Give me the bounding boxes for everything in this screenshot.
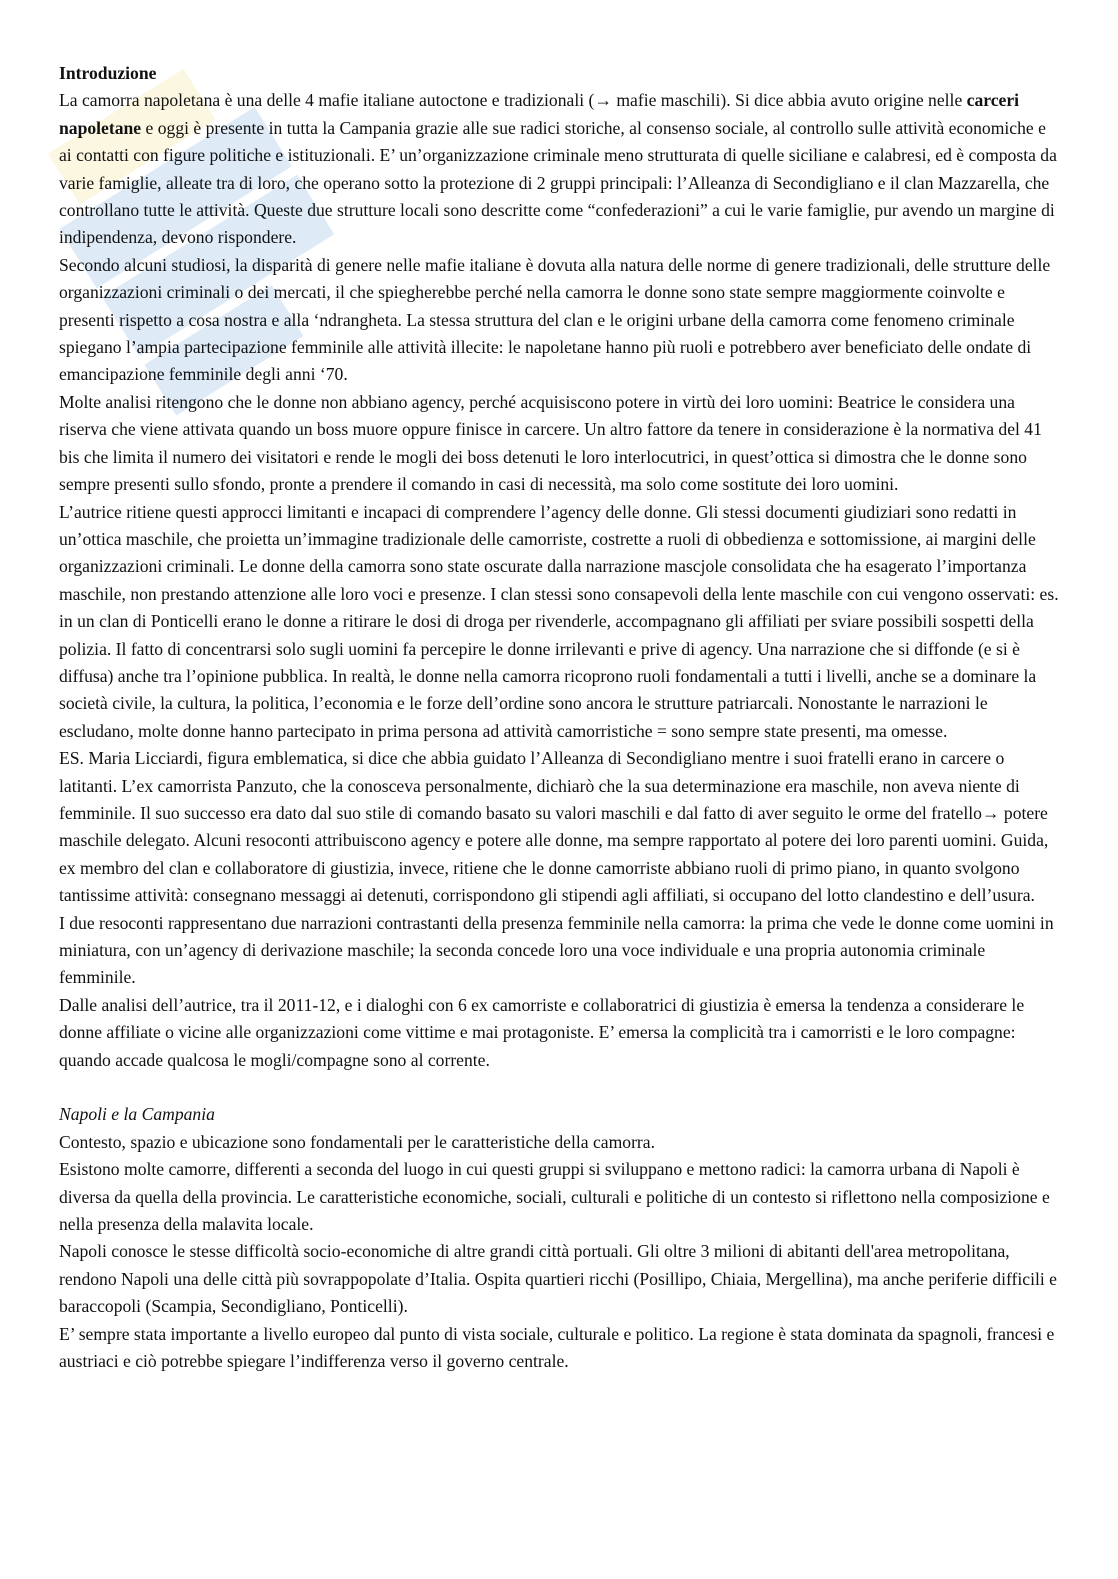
paragraph: Dalle analisi dell’autrice, tra il 2011-12, e i dialoghi con 6 ex camorriste e collaboratrici di giustizia è emersa la tendenza a considerare le donne affiliate o vicine alle organizzazioni come vittime e mai protagoniste. E’ emersa la complicità tra i camorristi e le loro compagne: quando accade qualcosa le mogli/compagne sono al corrente. — [59, 994, 1025, 1070]
paragraph: E’ sempre stata importante a livello europeo dal punto di vista sociale, culturale e politico. La regione è stata dominata da spagnoli, francesi e austriaci e ciò potrebbe spiegare l’indifferenza verso il governo centrale. — [59, 1323, 1055, 1372]
document-body — [59, 60, 1059, 1375]
paragraph — [59, 87, 1059, 251]
paragraph: I due resoconti rappresentano due narrazioni contrastanti della presenza femminile nella camorra: la prima che vede le donne come uomini in miniatura, con un’agency di derivazione maschile; la seconda concede loro una voce individuale e una propria autonomia criminale femminile. — [59, 912, 1054, 988]
paragraph: L’autrice ritiene questi approcci limitanti e incapaci di comprendere l’agency delle donne. Gli stessi documenti giudiziari sono redatti in un’ottica maschile, che proietta un’immagine tradizionale delle camorriste, costrette a ruoli di obbedienza e sottomissione, ai margini delle organizzazioni criminali. Le donne della camorra sono state oscurate dalla narrazione mascjole consolidata che ha esagerato l’importanza maschile, non prestando attenzione alle loro voci e presenze. I clan stessi sono consapevoli della lente maschile con cui vengono osservati: es. in un clan di Ponticelli erano le donne a ritirare le dosi di droga per rivenderle, accompagnano gli affiliati per sviare possibili sospetti della polizia. Il fatto di concentrarsi solo sugli uomini fa percepire le donne irrilevanti e prive di agency. Una narrazione che si diffonde (e si è diffusa) anche tra l’opinione pubblica. In realtà, le donne nella camorra ricoprono ruoli fondamentali a tutti i livelli, anche se a dominare la società civile, la cultura, la politica, l’economia e le forze dell’ordine sono ancora le strutture patriarcali. Nonostante le narrazioni le escludano, molte donne hanno partecipato in prima persona ad attività camorristiche = sono sempre state presenti, ma omesse. — [59, 501, 1059, 741]
paragraph: ES. Maria Licciardi, figura emblematica, si dice che abbia guidato l’Alleanza di Secondigliano mentre i suoi fratelli erano in carcere o latitanti. L’ex camorrista Panzuto, che la conosceva personalmente, dichiarò che la sua determinazione era maschile, non aveva niente di femminile. Il suo successo era dato dal suo stile di comando basato su valori maschili e dal fatto di aver seguito le orme del fratello→ potere maschile delegato. Alcuni resoconti attribuiscono agency e potere alle donne, ma sempre rapportato al potere dei loro parenti uomini. Guida, ex membro del clan e collaboratore di giustizia, invece, ritiene che le donne camorriste abbiano ruoli di primo piano, in quanto svolgono tantissime attività: consegnano messaggi ai detenuti, corrispondono gli stipendi agli affiliati, si occupano del lotto clandestino e dell’usura. — [59, 748, 1049, 906]
paragraph-text: e oggi è presente in tutta la Campania grazie alle sue radici storiche, al consenso sociale, al controllo sulle attività economiche e ai contatti con figure politiche e istituzionali. E’ un’organizzazione criminale meno strutturata di quelle siciliane e calabresi, ed è composta da varie famiglie, alleate tra di loro, che operano sotto la protezione di 2 gruppi principali: l’Alleanza di Secondigliano e il clan Mazzarella, che controllano tutte le attività. Queste due strutture locali sono descritte come “confederazioni” a cui le varie famiglie, pur avendo un margine di indipendenza, devono rispondere. — [59, 117, 1057, 248]
section-heading-napoli: Napoli e la Campania — [59, 1104, 215, 1125]
paragraph: Molte analisi ritengono che le donne non abbiano agency, perché acquisiscono potere in virtù dei loro uomini: Beatrice le considera una riserva che viene attivata quando un boss muore oppure finisce in carcere. Un altro fattore da tenere in considerazione è la normativa del 41 bis che limita il numero dei visitatori e rende le mogli dei boss detenuti le loro interlocutrici, in quest’ottica si dimostra che le donne sono sempre presenti sullo sfondo, pronte a prendere il comando in casi di necessità, ma solo come sostitute dei loro uomini. — [59, 391, 1042, 495]
section-heading-introduzione: Introduzione — [59, 63, 157, 83]
paragraph-text: La camorra napoletana è una delle 4 mafie italiane autoctone e tradizionali (→ mafie maschili). Si dice abbia avuto origine nelle — [59, 90, 967, 111]
paragraph: Esistono molte camorre, differenti a seconda del luogo in cui questi gruppi si sviluppano e mettono radici: la camorra urbana di Napoli è diversa da quella della provincia. Le caratteristiche economiche, sociali, culturali e politiche di un contesto si riflettono nella composizione e nella presenza della malavita locale. — [59, 1159, 1050, 1235]
bold-term: carceri napoletane — [59, 90, 1020, 138]
paragraph: Secondo alcuni studiosi, la disparità di genere nelle mafie italiane è dovuta alla natura delle norme di genere tradizionali, delle strutture delle organizzazioni criminali o dei mercati, il che spiegherebbe perché nella camorra le donne sono state sempre maggiormente coinvolte e presenti rispetto a cosa nostra e alla ‘ndrangheta. La stessa struttura del clan e le origini urbane della camorra come fenomeno criminale spiegano l’ampia partecipazione femminile alle attività illecite: le napoletane hanno più ruoli e potrebbero aver beneficiato delle ondate di emancipazione femminile degli anni ‘70. — [59, 254, 1051, 385]
paragraph: Napoli conosce le stesse difficoltà socio-economiche di altre grandi città portuali. Gli oltre 3 milioni di abitanti dell'area metropolitana, rendono Napoli una delle città più sovrappopolate d’Italia. Ospita quartieri ricchi (Posillipo, Chiaia, Mergellina), ma anche periferie difficili e baraccopoli (Scampia, Secondigliano, Ponticelli). — [59, 1241, 1057, 1317]
paragraph: Contesto, spazio e ubicazione sono fondamentali per le caratteristiche della camorra. — [59, 1131, 655, 1152]
